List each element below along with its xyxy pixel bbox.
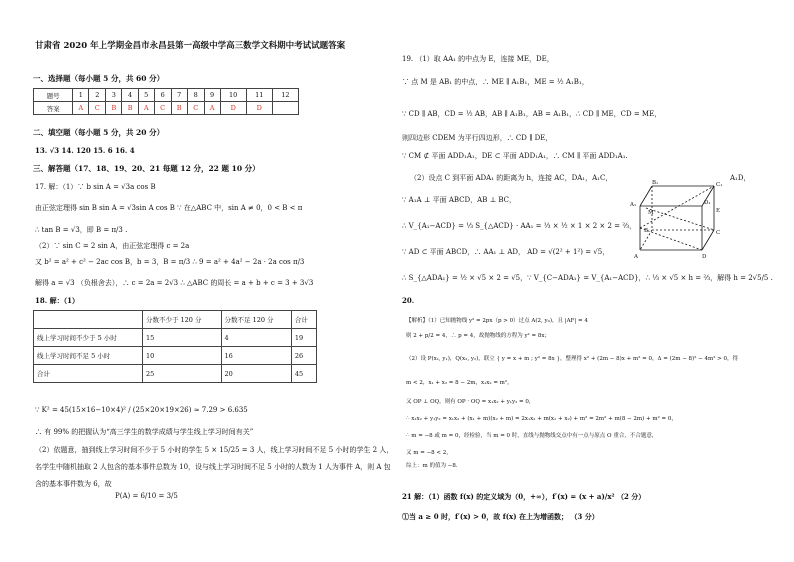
q18-line-4: 含的基本事件数为 6，故 xyxy=(35,480,112,488)
question-number-cell: 8 xyxy=(187,89,204,102)
q18-heading: 18. 解：（1） xyxy=(35,296,79,305)
answer-cell: C xyxy=(187,102,204,115)
label-e: E xyxy=(716,208,721,214)
question-number-cell: 10 xyxy=(220,89,246,102)
q20-p1: 【解析】（1）已知抛物线 y² = 2px（p > 0）过点 A(2, y₀)，且 |AF| = 4 xyxy=(406,318,588,324)
q19-line-4: 则四边形 CDEM 为平行四边形，∴ CD ∥ DE， xyxy=(402,134,553,142)
answer-cell: B xyxy=(106,102,122,115)
page-title: 甘肃省 2020 年上学期金昌市永昌县第一高级中学高三数学文科期中考试试题答案 xyxy=(35,41,346,51)
q20-p9: 综上：m 的值为 −8. xyxy=(406,463,458,469)
edge-m-c xyxy=(646,208,714,230)
section-2-heading: 二、填空题（每小题 5 分，共 20 分） xyxy=(33,128,165,137)
q19-line-10: ∴ S_{△ADA₁} = ½ × √5 × 2 = √5，∵ V_{C−ADA₁} = V_{A₁−ACD}，∴ ⅓ × √5 × h = ⅔，解得 h = 2√5/5 . xyxy=(402,274,773,282)
answer-cell: A xyxy=(73,102,89,115)
q19-line-1: 19. （1）取 AA₁ 的中点为 E，连接 ME，DE， xyxy=(402,55,554,63)
q19-line-8: ∴ V_{A₁−ACD} = ⅓ S_{△ACD} · AA₁ = ⅓ × ½ × 1 × 2 × 2 = ⅔， xyxy=(402,222,637,230)
question-number-cell: 9 xyxy=(204,89,220,102)
label-a1: A₁ xyxy=(630,202,637,208)
contingency-cell: 20 xyxy=(221,365,291,383)
answer-cell: B xyxy=(122,102,138,115)
question-number-cell: 12 xyxy=(272,89,298,102)
contingency-cell: 45 xyxy=(291,365,316,383)
q20-p6: ∴ x₁x₂ + y₁y₂ = x₁x₂ + (x₁ + m)(x₂ + m) = 2x₁x₂ + m(x₁ + x₂) + m² = 2m² + m(8 − 2m) + m² = 0， xyxy=(406,416,677,422)
question-number-cell: 5 xyxy=(138,89,154,102)
answer-cell: D xyxy=(246,102,272,115)
question-number-cell: 4 xyxy=(122,89,138,102)
q19-line-7: ∵ A₁A ⊥ 平面 ABCD，AB ⊥ BC， xyxy=(402,196,517,204)
q21-line-2: ①当 a ≥ 0 时，f′(x) > 0，故 f(x) 在上为增函数； （3 分） xyxy=(402,512,599,521)
q21-line-1: 21 解：（1）函数 f(x) 的定义域为（0，+∞），f′(x) = (x + a)/x² （2 分） xyxy=(402,492,646,501)
contingency-row xyxy=(34,365,317,383)
q19-line-5: ∵ CM ⊄ 平面 ADD₁A₁，DE ⊂ 平面 ADD₁A₁，∴ CM ∥ 平面 ADD₁A₁. xyxy=(402,152,628,160)
answer-cell: B xyxy=(171,102,187,115)
q20-p7: ∴ m = −8 或 m = 0，经检验，当 m = 0 时，直线与抛物线交点中有一点与原点 O 重合，不合题意， xyxy=(406,433,658,439)
q20-p3: （2）设 P(x₁, y₁)，Q(x₂, y₂)，联立 { y = x + m ; y² = 8x }，整理得 x² + (2m − 8)x + m² = 0，Δ = (2m − 8)² − 4m² > 0，得 xyxy=(406,356,739,362)
label-b1: B₁ xyxy=(652,180,659,186)
answer-cell-empty xyxy=(272,102,298,115)
contingency-header-row xyxy=(34,311,317,329)
contingency-table xyxy=(33,310,317,383)
prism-diagram xyxy=(630,176,730,262)
label-m: M xyxy=(648,210,654,216)
q17-line-1: 17. 解：（1）∵ b sin A = √3a cos B xyxy=(35,183,156,191)
contingency-row xyxy=(34,329,317,347)
contingency-cell: 19 xyxy=(291,329,316,347)
contingency-cell: 合计 xyxy=(34,365,143,383)
contingency-cell: 25 xyxy=(142,365,221,383)
q18-line-2: （2）依题意，抽到线上学习时间不少于 5 小时的学生 5 × 15/25 = 3 人，线上学习时间不足 5 小时的学生 2 人， xyxy=(35,446,394,454)
answer-cell: C xyxy=(89,102,106,115)
contingency-cell: 线上学习时间不足 5 小时 xyxy=(34,347,143,365)
question-number-cell: 6 xyxy=(154,89,171,102)
label-d: D xyxy=(702,254,707,260)
contingency-cell: 4 xyxy=(221,329,291,347)
q19-line-2: ∵ 点 M 是 AB₁ 的中点，∴ ME ∥ A₁B₁，ME = ½ A₁B₁， xyxy=(402,78,589,86)
label-a: A xyxy=(634,254,638,260)
contingency-header-cell xyxy=(34,311,143,329)
q19-line-9: ∵ AD ⊂ 平面 ABCD，∴ AA₁ ⊥ AD， AD = √(2² + 1²) = √5， xyxy=(402,248,610,256)
q19-line-6: （2）设点 C 到平面 ADA₁ 的距离为 h，连接 AC，DA₁，A₁C， xyxy=(410,174,613,182)
label-c: C xyxy=(716,230,721,236)
contingency-cell: 线上学习时间不少于 5 小时 xyxy=(34,329,143,347)
q20-p4: m < 2，x₁ + x₂ = 8 − 2m，x₁x₂ = m²， xyxy=(406,380,513,386)
answer-cell: A xyxy=(204,102,220,115)
answer-cell: C xyxy=(154,102,171,115)
q19-line-6b: A₁D， xyxy=(730,174,751,182)
question-number-cell: 7 xyxy=(171,89,187,102)
choice-answer-table xyxy=(33,88,299,115)
contingency-cell: 10 xyxy=(142,347,221,365)
q18-line-1: ∴ 有 99% 的把握认为“高三学生的数学成绩与学生线上学习时间有关” xyxy=(35,428,254,436)
q20-p5: 又 OP ⊥ OQ，则有 OP · OQ = x₁x₂ + y₁y₂ = 0， xyxy=(406,399,535,405)
table-answer-row xyxy=(34,102,299,115)
answer-label-cell: 答案 xyxy=(34,102,73,115)
edge-b1-a1 xyxy=(640,186,652,206)
q17-line-5: 又 b² = a² + c² − 2ac cos B，b = 3，B = π/3 ∴ 9 = a² + 4a² − 2a · 2a cos π/3 xyxy=(35,258,305,266)
answer-cell: D xyxy=(220,102,246,115)
contingency-cell: 15 xyxy=(142,329,221,347)
q18-k2: ∵ K² = 45(15×16−10×4)² / (25×20×19×26) ≈ 7.29 > 6.635 xyxy=(35,406,248,414)
q20-p2: 则 2 + p/2 = 4，∴ p = 4，故抛物线的方程为 y² = 8x； xyxy=(406,333,550,339)
edge-d-c xyxy=(702,230,714,250)
label-c1: C₁ xyxy=(716,182,723,188)
section-1-heading: 一、选择题（每小题 5 分，共 60 分） xyxy=(33,74,165,83)
question-number-cell: 3 xyxy=(106,89,122,102)
q18-line-5: P(A) = 6/10 = 3/5 xyxy=(115,492,178,500)
q18-line-3: 名学生中随机抽取 2 人包含的基本事件总数为 10，设与线上学习时间不足 5 小时的人数为 1 人为事件 A，则 A 包 xyxy=(35,463,391,471)
question-number-cell: 1 xyxy=(73,89,89,102)
contingency-header-cell: 合计 xyxy=(291,311,316,329)
question-number-cell: 11 xyxy=(246,89,272,102)
label-d1: D₁ xyxy=(704,200,711,206)
section-3-heading: 三、解答题（17、18、19、20、21 每题 12 分，22 题 10 分） xyxy=(33,164,260,173)
fill-blank-answers: 13. √3 14. 120 15. 6 16. 4 xyxy=(35,146,135,155)
table-header-row xyxy=(34,89,299,102)
label-b: B xyxy=(644,228,649,234)
question-number-cell: 2 xyxy=(89,89,106,102)
q17-line-3: ∴ tan B = √3，即 B = π/3 . xyxy=(35,226,128,234)
q20-heading: 20. xyxy=(402,296,415,305)
contingency-row xyxy=(34,347,317,365)
contingency-header-cell: 分数不足 120 分 xyxy=(221,311,291,329)
answer-cell: A xyxy=(138,102,154,115)
edge-e-d xyxy=(640,228,702,250)
edge-e-c1 xyxy=(640,186,714,228)
q17-line-2: 由正弦定理得 sin B sin A = √3sin A cos B ∵ 在△ABC 中，sin A ≠ 0，0 < B < π xyxy=(35,204,303,212)
contingency-header-cell: 分数不少于 120 分 xyxy=(142,311,221,329)
q20-p8: 又 m = −8 < 2， xyxy=(406,450,452,456)
contingency-cell: 16 xyxy=(221,347,291,365)
header-label-cell: 题号 xyxy=(34,89,73,102)
q17-line-6: 解得 a = √3 （负根舍去），∴ c = 2a = 2√3 ∴ △ABC 的周长 = a + b + c = 3 + 3√3 xyxy=(35,279,314,287)
q17-line-4: （2）∵ sin C = 2 sin A，由正弦定理得 c = 2a xyxy=(35,242,190,250)
contingency-cell: 26 xyxy=(291,347,316,365)
q19-line-3: ∵ CD ∥ AB，CD = ½ AB，AB ∥ A₁B₁，AB = A₁B₁，∴ CD ∥ ME，CD = ME， xyxy=(402,110,662,118)
